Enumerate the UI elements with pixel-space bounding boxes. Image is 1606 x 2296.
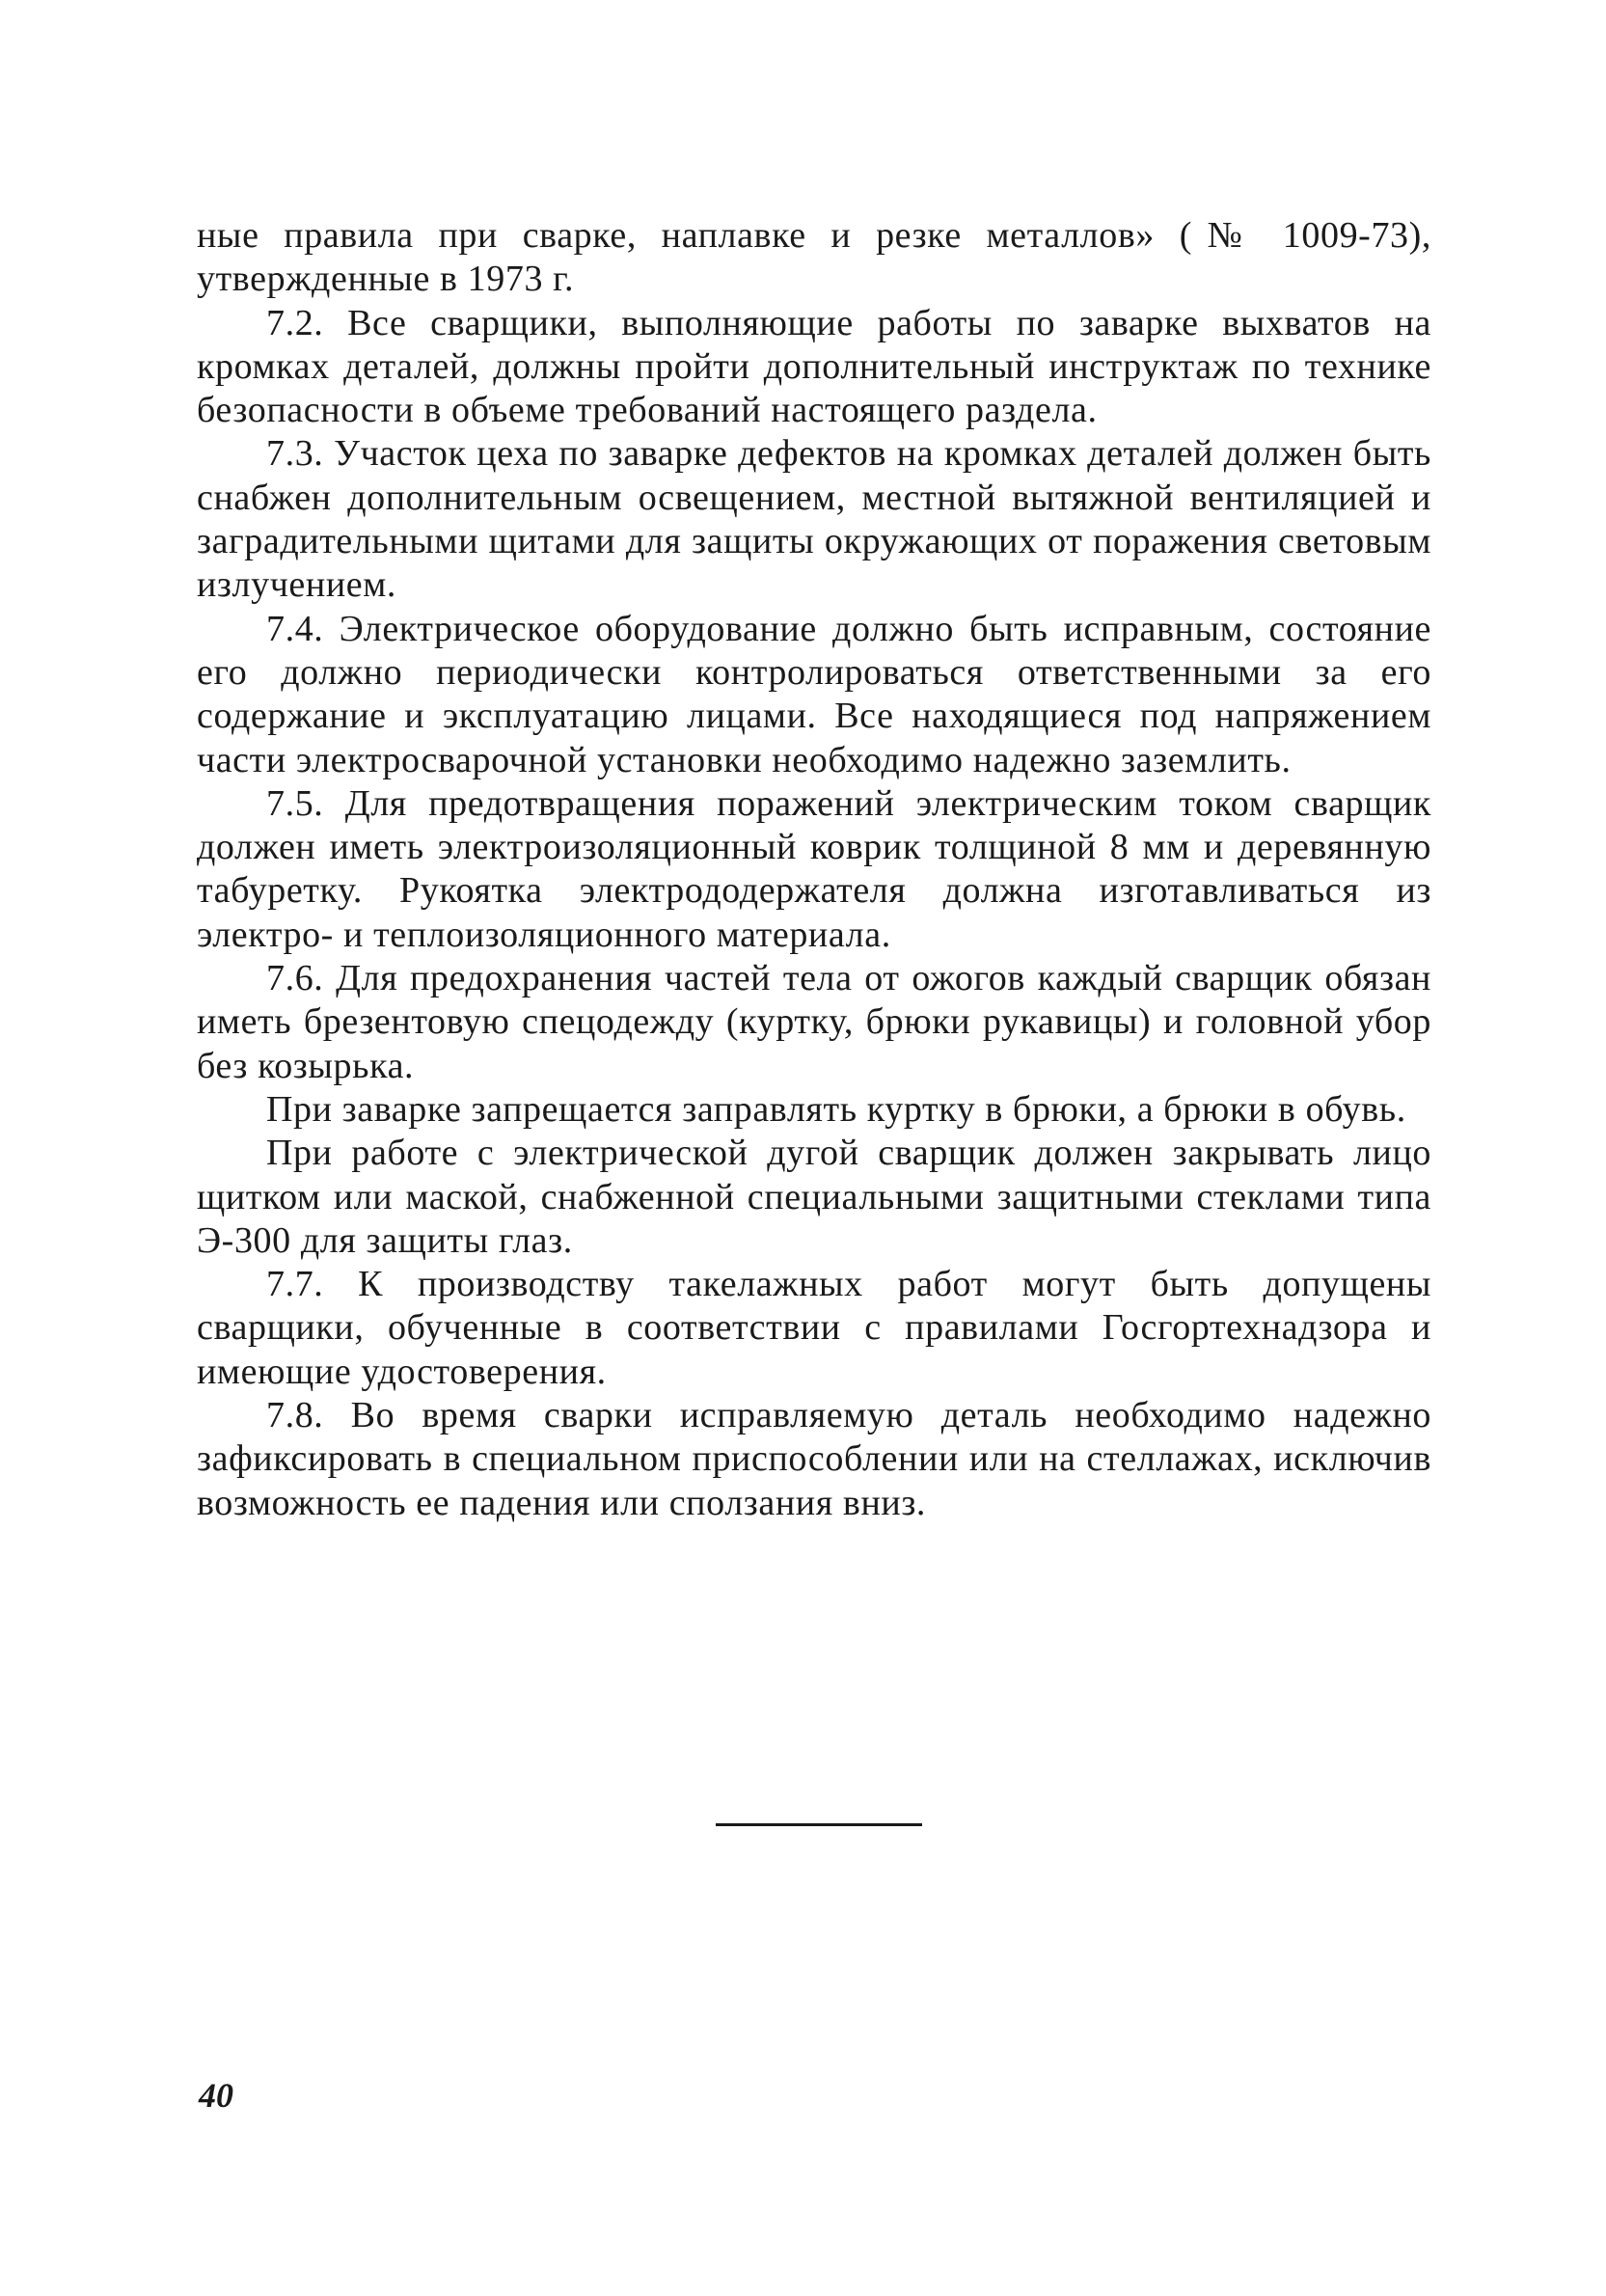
paragraph-7-4: 7.4. Электрическое оборудование должно быть исправным, состояние его должно периодически контролироваться ответственными за его содержание и эксплуатацию лицами. Все находящиеся под напряжением части электросварочной установки необходимо надежно заземлить. (197, 608, 1431, 780)
section-end-rule (716, 1823, 922, 1826)
page-number: 40 (199, 2076, 233, 2115)
paragraph-7-3: 7.3. Участок цеха по заварке дефектов на кромках деталей должен быть снабжен дополнительным освещением, местной вытяжной вентиляцией и заградительными щитами для защиты окружающих от поражения световым излучением. (197, 433, 1431, 606)
paragraph-7-8: 7.8. Во время сварки исправляемую деталь необходимо надежно зафиксировать в специальном приспособлении или на стеллажах, исключив возможность ее падения или сползания вниз. (197, 1395, 1431, 1523)
paragraph-7-6-face-shield: При работе с электрической дугой сварщик должен закрывать лицо щитком или маской, снабженной специальными защитными стеклами типа Э-300 для защиты глаз. (197, 1133, 1431, 1261)
paragraph-7-6-clothing: При заварке запрещается заправлять куртку в брюки, а брюки в обувь. (266, 1088, 1406, 1130)
paragraph-continuation: ные правила при сварке, наплавке и резке металлов» (№ 1009-73), утвержденные в 1973 г. (197, 215, 1431, 300)
paragraph-7-6: 7.6. Для предохранения частей тела от ожогов каждый сварщик обязан иметь брезентовую спецодежду (куртку, брюки рукавицы) и головной убор без козырька. (197, 958, 1431, 1086)
paragraph-7-5: 7.5. Для предотвращения поражений электрическим током сварщик должен иметь электроизоляционный коврик толщиной 8 мм и деревянную табуретку. Рукоятка электрододержателя должна изготавливаться из электро- и теплоизоляционного материала. (197, 782, 1431, 955)
body-text (197, 214, 1431, 1525)
paragraph-7-7: 7.7. К производству такелажных работ могут быть допущены сварщики, обученные в соответствии с правилами Госгортехнадзора и имеющие удостоверения. (197, 1264, 1431, 1392)
paragraph-7-2: 7.2. Все сварщики, выполняющие работы по заварке выхватов на кромках деталей, должны пройти дополнительный инструктаж по технике безопасности в объеме требований настоящего раздела. (197, 302, 1431, 431)
